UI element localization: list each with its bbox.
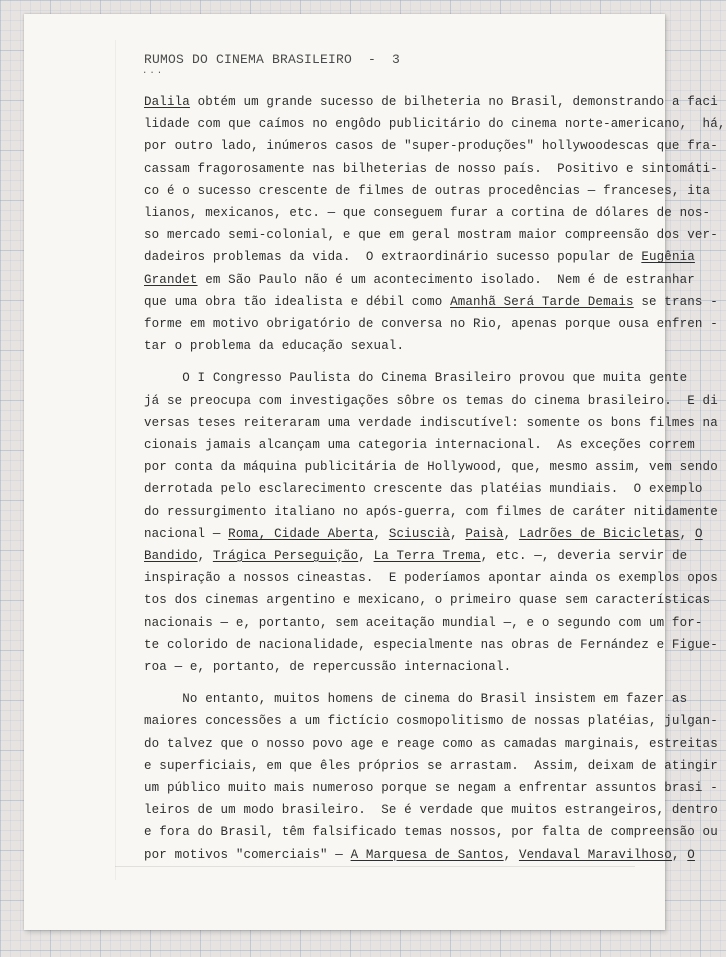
text-run: O I Congresso Paulista do Cinema Brasileiro provou que muita gente: [144, 371, 688, 386]
text-run: em São Paulo não é um acontecimento isolado. Nem é de estranhar: [197, 272, 695, 287]
text-line: [144, 183, 710, 199]
underlined-title: Bandido: [144, 549, 198, 563]
text-run: nacionais — e, portanto, sem aceitação mundial —, e o segundo com um for-: [144, 615, 703, 630]
text-run: forme em motivo obrigatório de conversa no Rio, apenas porque ousa enfren -: [144, 317, 718, 331]
text-run: do talvez que o nosso povo age e reage como as camadas marginais, estreitas: [144, 736, 718, 751]
text-run: que uma obra tão idealista e débil como: [144, 294, 451, 309]
text-line: [144, 415, 718, 431]
text-run: co é o sucesso crescente de filmes de outras procedências — franceses, ita: [144, 183, 711, 198]
text-run: roa — e, portanto, de repercussão internacional.: [144, 660, 512, 674]
text-run: leiros de um modo brasileiro. Se é verdade que muitos estrangeiros, dentro: [144, 803, 718, 818]
text-line: [144, 637, 718, 653]
text-line: [144, 659, 511, 675]
text-line: [144, 615, 703, 631]
text-run: ,: [503, 526, 519, 541]
text-line: [144, 459, 718, 475]
text-line: [144, 272, 695, 288]
text-run: lianos, mexicanos, etc. — que conseguem furar a cortina de dólares de nos-: [144, 206, 711, 220]
text-line: [144, 736, 718, 752]
text-line: [144, 504, 718, 520]
text-line: [144, 370, 687, 386]
underlined-title: Ladrões de Bicicletas: [518, 526, 680, 541]
text-run: ,: [679, 526, 695, 541]
text-run: ,: [503, 847, 519, 862]
text-line: [144, 116, 726, 132]
text-run: e superficiais, em que êles próprios se arrastam. Assim, deixam de atingir: [144, 758, 718, 773]
underlined-title: Trágica Perseguição: [212, 549, 359, 563]
margin-mark: ...: [142, 66, 165, 76]
text-run: um público muito mais numeroso porque se negam a enfrentar assuntos brasi -: [144, 781, 718, 795]
text-run: lidade com que caímos no engôdo publicitário do cinema norte-americano, há,: [144, 117, 726, 132]
text-line: [144, 316, 718, 332]
text-run: já se preocupa com investigações sôbre os temas do cinema brasileiro. E di: [144, 393, 718, 408]
text-line: [144, 338, 404, 354]
text-run: cassam fragorosamente nas bilheterias de nosso país. Positivo e sintomáti-: [144, 161, 718, 176]
text-line: [144, 570, 718, 586]
text-line: [144, 437, 695, 453]
underlined-title: Grandet: [144, 272, 198, 287]
text-run: versas teses reiteraram uma verdade indiscutível: somente os bons filmes na: [144, 415, 718, 430]
text-line: [144, 526, 703, 542]
underlined-title: O: [694, 526, 703, 541]
underlined-title: O: [687, 847, 695, 862]
underlined-title: A Marquesa de Santos: [350, 847, 504, 862]
text-line: [144, 847, 695, 863]
running-head: RUMOS DO CINEMA BRASILEIRO - 3: [144, 52, 401, 67]
text-run: nacional —: [144, 526, 229, 541]
underlined-title: Roma, Cidade Aberta: [228, 526, 374, 541]
page-shadow-line: [115, 40, 116, 880]
text-line: [144, 249, 695, 265]
text-line: [144, 161, 718, 177]
text-run: inspiração a nossos cineastas. E poderíamos apontar ainda os exemplos opos: [144, 571, 718, 586]
text-line: [144, 713, 718, 729]
underlined-title: Amanhã Será Tarde Demais: [450, 294, 634, 309]
underlined-title: Dalila: [144, 95, 190, 109]
underlined-title: Sciuscià: [388, 526, 451, 541]
text-run: cionais jamais alcançam uma categoria internacional. As exceções correm: [144, 438, 695, 452]
text-run: ,: [373, 526, 389, 541]
text-run: , etc. —, deveria servir de: [480, 549, 688, 563]
text-run: maiores concessões a um fictício cosmopolitismo de nossas platéias, julgan-: [144, 714, 718, 729]
text-run: do ressurgimento italiano no após-guerra, com filmes de caráter nitidamente: [144, 504, 718, 519]
text-line: [144, 94, 718, 110]
text-line: [144, 548, 687, 564]
text-run: obtém um grande sucesso de bilheteria no Brasil, demonstrando a faci: [189, 95, 718, 109]
underlined-title: Vendaval Maravilhoso: [518, 847, 672, 862]
text-line: [144, 824, 718, 840]
underlined-title: Paisà: [465, 526, 504, 541]
text-run: tar o problema da educação sexual.: [144, 339, 405, 354]
underlined-title: La Terra Trema: [373, 549, 481, 563]
text-line: [144, 802, 718, 818]
text-line: [144, 393, 718, 409]
text-line: [144, 294, 718, 310]
underlined-title: Eugênia: [641, 250, 695, 265]
text-run: se trans -: [633, 294, 718, 309]
text-run: dadeiros problemas da vida. O extraordinário sucesso popular de: [144, 250, 642, 265]
text-line: [144, 205, 710, 221]
text-line: [144, 481, 703, 497]
text-line: [144, 691, 687, 707]
text-run: ,: [358, 549, 374, 563]
text-line: [144, 227, 718, 243]
text-line: [144, 138, 718, 154]
text-run: ,: [197, 549, 213, 563]
text-run: por motivos "comerciais" —: [144, 847, 351, 862]
text-run: te colorido de nacionalidade, especialmente nas obras de Fernández e Figue-: [144, 637, 718, 652]
text-run: tos dos cinemas argentino e mexicano, o primeiro quase sem características: [144, 593, 711, 608]
text-run: No entanto, muitos homens de cinema do Brasil insistem em fazer as: [144, 692, 688, 707]
text-run: e fora do Brasil, têm falsificado temas nossos, por falta de compreensão ou: [144, 825, 718, 840]
text-line: [144, 780, 718, 796]
text-run: por outro lado, inúmeros casos de "super-produções" hollywoodescas que fra-: [144, 139, 718, 154]
text-line: [144, 592, 710, 608]
text-run: por conta da máquina publicitária de Hollywood, que, mesmo assim, vem sendo: [144, 460, 718, 475]
text-run: so mercado semi-colonial, e que em geral mostram maior compreensão dos ver-: [144, 228, 718, 243]
text-line: [144, 758, 718, 774]
text-run: derrotada pelo esclarecimento crescente das platéias mundiais. O exemplo: [144, 482, 703, 497]
text-run: ,: [450, 526, 466, 541]
text-run: ,: [671, 847, 688, 862]
page-bottom-edge: [115, 866, 635, 867]
